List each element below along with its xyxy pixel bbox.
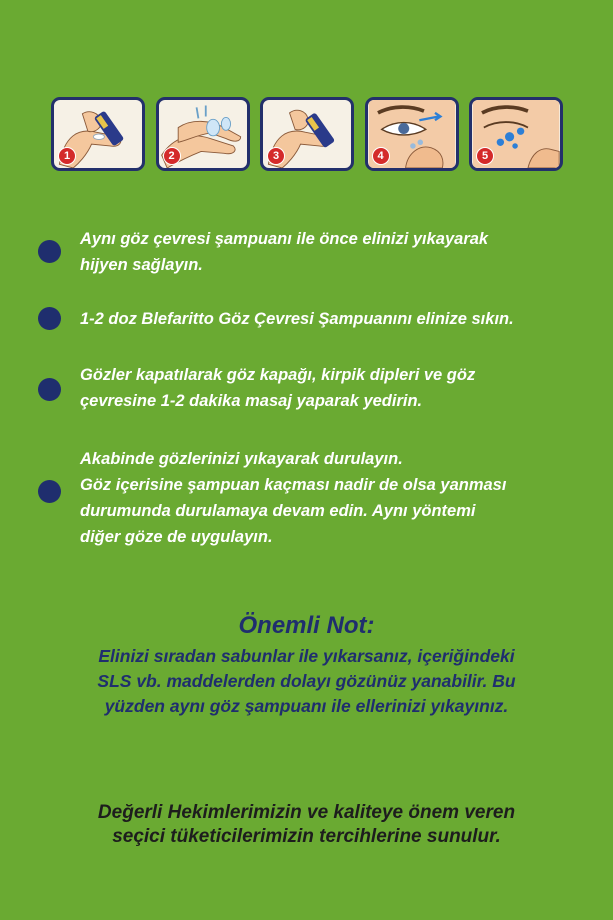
bullet-icon: [38, 240, 61, 263]
instruction-line: Göz içerisine şampuan kaçması nadir de olsa yanması: [80, 476, 507, 494]
instruction-line: diğer göze de uygulayın.: [80, 528, 273, 546]
instruction-line: Aynı göz çevresi şampuanı ile önce elinizi yıkayarak: [80, 230, 489, 248]
instruction-1: [80, 226, 580, 278]
step-number-badge: 4: [372, 147, 390, 165]
instruction-line: durumunda durulamaya devam edin. Aynı yöntemi: [80, 502, 476, 520]
instruction-line: Gözler kapatılarak göz kapağı, kirpik dipleri ve göz: [80, 366, 476, 384]
bullet-icon: [38, 378, 61, 401]
step-illustrations: [51, 97, 563, 173]
note-line: yüzden aynı göz şampuanı ile ellerinizi yıkayınız.: [104, 696, 509, 716]
instruction-4: [80, 446, 580, 550]
note-title: Önemli Not:: [238, 612, 375, 639]
note-line: SLS vb. maddelerden dolayı gözünüz yanabilir. Bu: [97, 671, 516, 691]
step-1-illustration: [51, 97, 145, 171]
step-number-badge: 2: [163, 147, 181, 165]
step-3-illustration: [260, 97, 354, 171]
step-number-badge: 3: [267, 147, 285, 165]
instruction-line: hijyen sağlayın.: [80, 256, 203, 274]
instruction-line: 1-2 doz Blefaritto Göz Çevresi Şampuanını elinize sıkın.: [80, 310, 514, 328]
bullet-icon: [38, 307, 61, 330]
note-body: [0, 644, 613, 719]
footer-line: Değerli Hekimlerimizin ve kaliteye önem veren: [97, 802, 516, 823]
footer-text: [0, 801, 613, 849]
footer-line: seçici tüketicilerimizin tercihlerine sunulur.: [112, 826, 501, 847]
instruction-2: [80, 306, 580, 332]
step-4-illustration: [365, 97, 459, 171]
instruction-line: çevresine 1-2 dakika masaj yaparak yedirin.: [80, 392, 423, 410]
instruction-3: [80, 362, 580, 414]
instruction-line: Akabinde gözlerinizi yıkayarak durulayın.: [80, 450, 403, 468]
step-number-badge: 1: [58, 147, 76, 165]
bullet-icon: [38, 480, 61, 503]
step-2-illustration: [156, 97, 250, 171]
note-line: Elinizi sıradan sabunlar ile yıkarsanız, içeriğindeki: [98, 646, 515, 666]
step-5-illustration: [469, 97, 563, 171]
step-number-badge: 5: [476, 147, 494, 165]
